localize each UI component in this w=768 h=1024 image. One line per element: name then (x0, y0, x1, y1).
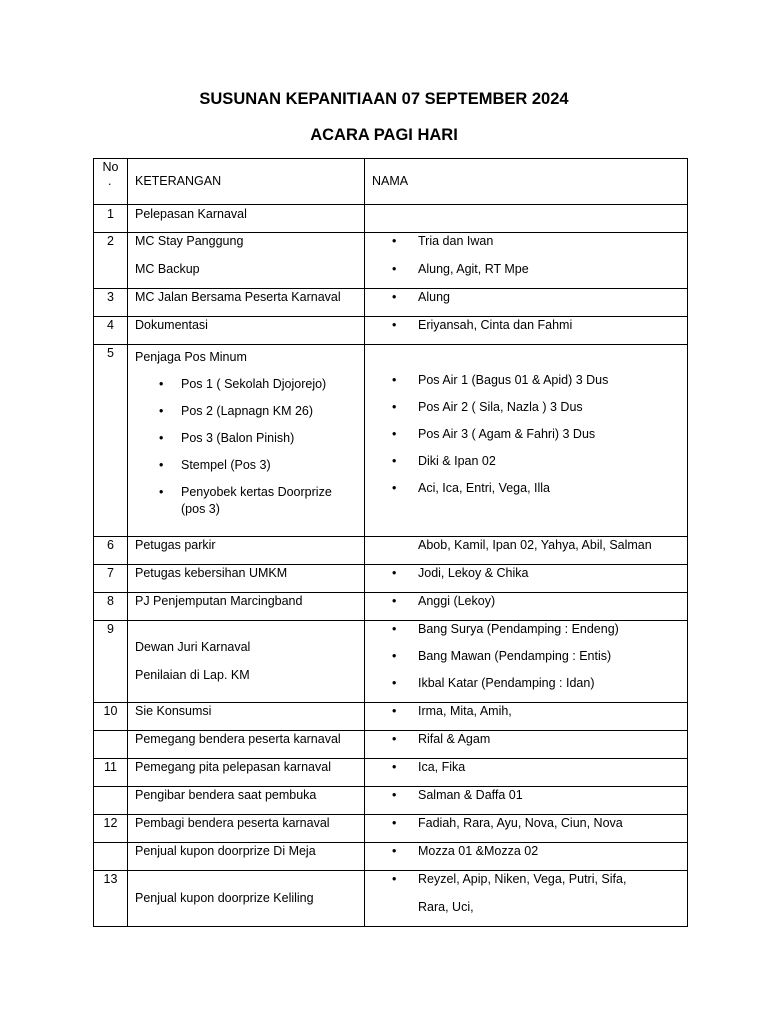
table-row: 13 Penjual kupon doorprize Keliling • Reyzel, Apip, Niken, Vega, Putri, Sifa, Rara, Uci, (94, 871, 688, 927)
document-subtitle: ACARA PAGI HARI (310, 126, 458, 144)
table-row: Pemegang bendera peserta karnaval • Rifal & Agam (94, 731, 688, 759)
table-row: Pengibar bendera saat pembuka • Salman & Daffa 01 (94, 787, 688, 815)
committee-table (93, 158, 688, 927)
table-row: 9 Dewan Juri Karnaval Penilaian di Lap. KM • Bang Surya (Pendamping : Endeng) • Bang Mawan (Pendamping : Entis) • Ikbal Katar (Pendamping : Idan) (94, 621, 688, 703)
table-row: 6 Petugas parkir Abob, Kamil, Ipan 02, Yahya, Abil, Salman (94, 537, 688, 565)
table-row: Penjual kupon doorprize Di Meja • Mozza 01 &Mozza 02 (94, 843, 688, 871)
table-row: 4 Dokumentasi • Eriyansah, Cinta dan Fahmi (94, 317, 688, 345)
table-row: 8 PJ Penjemputan Marcingband • Anggi (Lekoy) (94, 593, 688, 621)
table-row: 2 MC Stay Panggung MC Backup • Tria dan Iwan • Alung, Agit, RT Mpe (94, 233, 688, 289)
table-row: 7 Petugas kebersihan UMKM • Jodi, Lekoy & Chika (94, 565, 688, 593)
table-row: 3 MC Jalan Bersama Peserta Karnaval • Alung (94, 289, 688, 317)
header-nama: NAMA (365, 159, 688, 205)
document-title: SUSUNAN KEPANITIAAN 07 SEPTEMBER 2024 (199, 90, 569, 108)
table-row: 10 Sie Konsumsi • Irma, Mita, Amih, (94, 703, 688, 731)
table-row: 12 Pembagi bendera peserta karnaval • Fadiah, Rara, Ayu, Nova, Ciun, Nova (94, 815, 688, 843)
header-no: No . (94, 159, 128, 205)
table-header-row (94, 159, 688, 205)
table-row: 11 Pemegang pita pelepasan karnaval • Ica, Fika (94, 759, 688, 787)
table-row: 1 Pelepasan Karnaval (94, 205, 688, 233)
table-row: 5 Penjaga Pos Minum • Pos 1 ( Sekolah Djojorejo) • Pos 2 (Lapnagn KM 26) • Pos 3 (Balon Pinish) • Stempel (Pos 3) • Penyobek kertas Doorprize (pos 3) • Pos Air 1 (Bagus 01 & Apid) 3 Dus • Pos Air 2 ( Sila, Nazla ) 3 Dus • Pos Air 3 ( Agam & Fahri) 3 Dus • Diki & Ipan 02 • Aci, Ica, Entri, Vega, Illa (94, 345, 688, 537)
header-keterangan: KETERANGAN (128, 159, 365, 205)
